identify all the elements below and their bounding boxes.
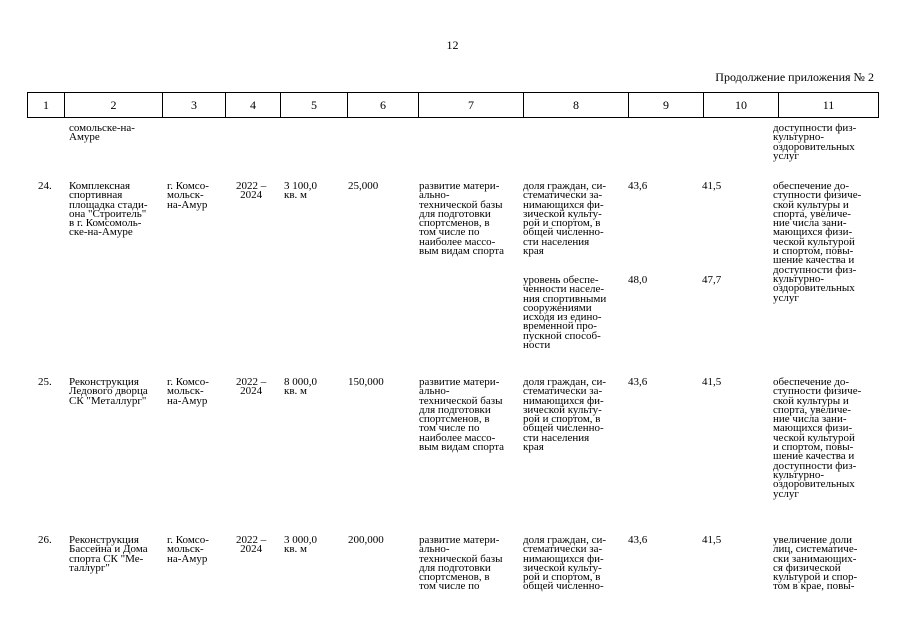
- row-number: 25.: [38, 376, 52, 388]
- expected-result: увеличение доли лиц, систематиче- ски занимающих- ся физической культурой и спор- том в крае, повы-: [773, 534, 858, 593]
- object-name: Реконструкция Ледового дворца СК "Металлург": [69, 376, 148, 407]
- location: г. Комсо- мольск- на-Амур: [167, 180, 209, 211]
- indicator-text: доля граждан, си- стематически за- нимающихся фи- зической культу- рой и спортом, в общей численно- сти населения края: [523, 376, 607, 454]
- row-number: 26.: [38, 534, 52, 546]
- page-number: 12: [446, 38, 459, 52]
- capacity: 3 100,0 кв. м: [284, 180, 317, 202]
- project-goal: развитие матери- ально- технической базы для подготовки спортсменов, в том числе по наиболее массо- вым видам спорта: [419, 376, 505, 454]
- column-header-row: [27, 92, 879, 118]
- location: г. Комсо- мольск- на-Амур: [167, 534, 209, 565]
- column-header-1: 1: [28, 93, 65, 118]
- column-header-7: 7: [419, 93, 524, 118]
- column-header-4: 4: [226, 93, 281, 118]
- column-header-3: 3: [163, 93, 226, 118]
- indicator-value-col9: 43,6: [628, 534, 648, 546]
- object-name: Реконструкция Бассейна и Дома спорта СК "Ме- таллург": [69, 534, 148, 574]
- column-header-5: 5: [281, 93, 348, 118]
- column-header-11: 11: [779, 93, 879, 118]
- project-goal: развитие матери- ально- технической базы для подготовки спортсменов, в том числе по: [419, 534, 503, 593]
- financing-amount: 25,000: [348, 180, 379, 192]
- capacity: 8 000,0 кв. м: [284, 376, 317, 398]
- continued-result: доступности физ- культурно- оздоровительных услуг: [773, 122, 857, 162]
- expected-result: обеспечение до- ступности физиче- ской культуры и спорта, увеличе- ние числа зани- мающихся физи- ческой культурой и спортом, повы- шение качества и доступности физ- культурно- оздоровительных услуг: [773, 376, 862, 500]
- implementation-period: 2022 – 2024: [236, 180, 267, 202]
- column-header-10: 10: [704, 93, 779, 118]
- row-number: 24.: [38, 180, 52, 192]
- indicator-value-col9: 43,6: [628, 376, 648, 388]
- indicator-value-col9: 48,0: [628, 274, 648, 286]
- financing-amount: 200,000: [348, 534, 384, 546]
- indicator-text: уровень обеспе- ченности населе- ния спортивными сооружениями исходя из едино- временной про- пускной способ- ности: [523, 274, 607, 352]
- continued-object-name: сомольске-на- Амуре: [69, 122, 135, 144]
- financing-amount: 150,000: [348, 376, 384, 388]
- indicator-text: доля граждан, си- стематически за- нимающихся фи- зической культу- рой и спортом, в общей численно- сти населения края: [523, 180, 607, 258]
- project-goal: развитие матери- ально- технической базы для подготовки спортсменов, в том числе по наиболее массо- вым видам спорта: [419, 180, 505, 258]
- implementation-period: 2022 – 2024: [236, 534, 267, 556]
- capacity: 3 000,0 кв. м: [284, 534, 317, 556]
- indicator-value-col10: 47,7: [702, 274, 722, 286]
- column-header-8: 8: [524, 93, 629, 118]
- location: г. Комсо- мольск- на-Амур: [167, 376, 209, 407]
- column-header-9: 9: [629, 93, 704, 118]
- object-name: Комплексная спортивная площадка стади- она "Строитель" в г. Комсомоль- ске-на-Амуре: [69, 180, 148, 239]
- appendix-continuation-label: Продолжение приложения № 2: [715, 70, 874, 84]
- column-header-6: 6: [348, 93, 419, 118]
- column-header-2: 2: [65, 93, 163, 118]
- indicator-value-col10: 41,5: [702, 376, 722, 388]
- indicator-value-col10: 41,5: [702, 180, 722, 192]
- expected-result: обеспечение до- ступности физиче- ской культуры и спорта, увеличе- ние числа зани- мающихся физи- ческой культурой и спортом, повы- шение качества и доступности физ- культурно- оздоровительных услуг: [773, 180, 862, 304]
- indicator-value-col10: 41,5: [702, 534, 722, 546]
- implementation-period: 2022 – 2024: [236, 376, 267, 398]
- indicator-value-col9: 43,6: [628, 180, 648, 192]
- indicator-text: доля граждан, си- стематически за- нимающихся фи- зической культу- рой и спортом, в общей численно-: [523, 534, 607, 593]
